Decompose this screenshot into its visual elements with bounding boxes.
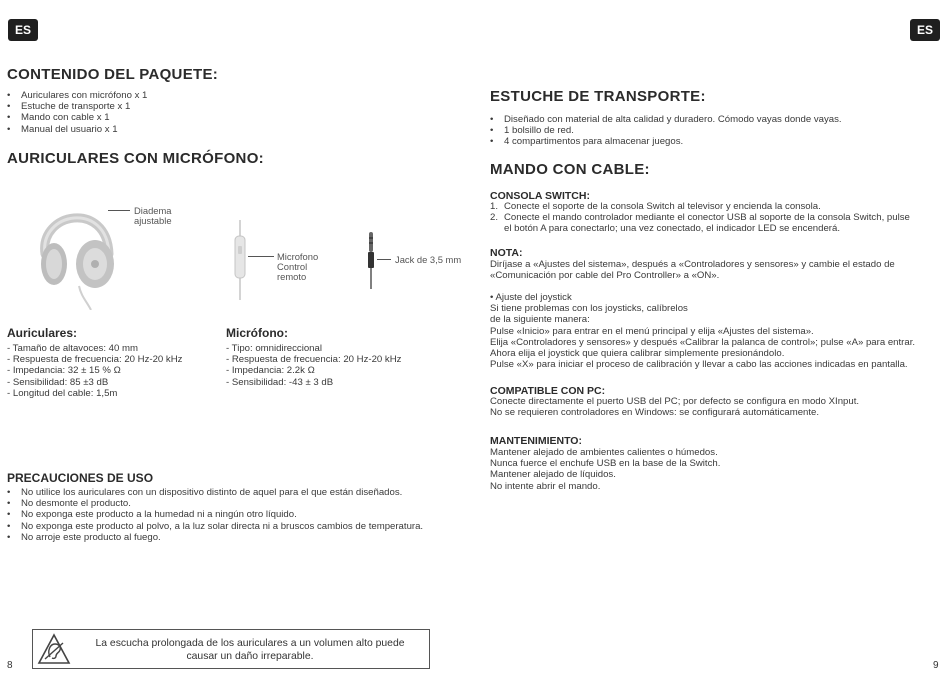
list-item: • Mando con cable x 1 bbox=[7, 112, 147, 123]
headphones-specs-list bbox=[7, 343, 182, 399]
remote-label: Control remoto bbox=[277, 261, 308, 282]
maintenance-text: Mantener alejado de ambientes calientes o húmedos. Nunca fuerce el enchufe USB en la base de la Switch. Mantener alejado de líquidos. No intente abrir el mando. bbox=[490, 447, 721, 492]
note-text: Diríjase a «Ajustes del sistema», después a «Controladores y sensores» y cambie el estado de «Comunicación por cable del Pro Controller» a «ON». bbox=[490, 259, 895, 282]
mic-label: Microfono bbox=[277, 251, 319, 262]
list-item: • No utilice los auriculares con un dispositivo distinto de aquel para el que están diseñados. bbox=[7, 487, 423, 498]
carrying-case-title: ESTUCHE DE TRANSPORTE: bbox=[490, 88, 706, 105]
page-number-right: 9 bbox=[933, 660, 939, 671]
cable-remote-image bbox=[230, 218, 250, 302]
carrying-case-list bbox=[490, 114, 842, 148]
page-number-left: 8 bbox=[7, 660, 13, 671]
list-item: • No exponga este producto al polvo, a la luz solar directa ni a bruscos cambios de temperatura. bbox=[7, 521, 423, 532]
list-item: • Estuche de transporte x 1 bbox=[7, 101, 147, 112]
spec-item: - Impedancia: 2.2k Ω bbox=[226, 365, 315, 377]
maintenance-title: MANTENIMIENTO: bbox=[490, 435, 582, 447]
package-contents-title: CONTENIDO DEL PAQUETE: bbox=[7, 66, 219, 83]
spec-item: - Tamaño de altavoces: 40 mm bbox=[7, 343, 138, 354]
list-item: • 1 bolsillo de red. bbox=[490, 125, 842, 136]
pc-compatible-text: Conecte directamente el puerto USB del PC; por defecto se configura en modo XInput. No se requieren controladores en Windows: se configurará automáticamente. bbox=[490, 396, 860, 419]
mic-specs-list bbox=[226, 343, 401, 388]
spec-item: - Tipo: omnidireccional bbox=[226, 343, 322, 354]
callout-line bbox=[248, 256, 274, 257]
jack-label: Jack de 3,5 mm bbox=[395, 254, 462, 265]
note-title: NOTA: bbox=[490, 247, 523, 259]
list-item: • No arroje este producto al fuego. bbox=[7, 532, 423, 543]
precautions-list bbox=[7, 487, 423, 543]
list-item: • No desmonte el producto. bbox=[7, 498, 423, 509]
list-item: • 4 compartimentos para almacenar juegos. bbox=[490, 136, 842, 147]
spec-item: - Respuesta de frecuencia: 20 Hz-20 kHz bbox=[226, 354, 402, 366]
headphones-specs-title: Auriculares: bbox=[7, 326, 78, 340]
step-item: 2. Conecte el mando controlador mediante el conector USB al soporte de la consola Switch, pulse el botón A para conectarlo; una vez conectado, el indicador LED se encenderá. bbox=[490, 212, 910, 235]
pc-compatible-title: COMPATIBLE CON PC: bbox=[490, 385, 606, 397]
list-item: • Auriculares con micrófono x 1 bbox=[7, 90, 147, 101]
list-item: • Manual del usuario x 1 bbox=[7, 124, 147, 135]
switch-console-title: CONSOLA SWITCH: bbox=[490, 190, 590, 202]
headset-title: AURICULARES CON MICRÓFONO: bbox=[7, 150, 264, 167]
spec-item: - Respuesta de frecuencia: 20 Hz-20 kHz bbox=[7, 354, 183, 366]
spec-item: - Impedancia: 32 ± 15 % Ω bbox=[7, 365, 121, 377]
hearing-warning-text: La escucha prolongada de los auriculares a un volumen alto puede causar un daño irreparable. bbox=[95, 638, 405, 662]
spec-item: - Sensibilidad: -43 ± 3 dB bbox=[226, 376, 334, 388]
switch-steps bbox=[490, 201, 945, 235]
language-badge-right: ES bbox=[910, 19, 940, 41]
callout-line bbox=[108, 210, 130, 211]
list-item: • Diseñado con material de alta calidad y duradero. Cómodo vayas donde vayas. bbox=[490, 114, 842, 125]
audio-jack-image bbox=[364, 232, 378, 290]
headphones-image bbox=[35, 192, 115, 310]
spec-item: - Sensibilidad: 85 ±3 dB bbox=[7, 376, 109, 388]
hearing-warning-box bbox=[32, 629, 430, 669]
mic-specs-title: Micrófono: bbox=[226, 326, 288, 340]
wired-controller-title: MANDO CON CABLE: bbox=[490, 161, 650, 178]
spec-item: - Longitud del cable: 1,5m bbox=[7, 387, 118, 399]
precautions-title: PRECAUCIONES DE USO bbox=[7, 471, 154, 485]
list-item: • No exponga este producto a la humedad ni a ningún otro líquido. bbox=[7, 509, 423, 520]
language-badge-left: ES bbox=[8, 19, 38, 41]
package-contents-list bbox=[7, 90, 147, 135]
joystick-calibration-text: • Ajuste del joystick Si tiene problemas con los joysticks, calíbrelos de la siguiente manera: Pulse «Inicio» para entrar en el menú principal y elija «Ajustes del sistema». Elija «Controladores y sensores» y después «Calibrar la palanca de control»; pulse «A» para entrar. Ahora elija el joystick que quiera calibrar simplemente presionándolo. Pulse «X» para iniciar el proceso de calibración y llevar a cabo las acciones indicadas en pantalla. bbox=[490, 292, 916, 371]
callout-line bbox=[377, 259, 391, 260]
headband-label: Diadema ajustable bbox=[134, 205, 172, 226]
hearing-warning-icon bbox=[37, 633, 71, 665]
step-item: 1. Conecte el soporte de la consola Switch al televisor y encienda la consola. bbox=[490, 201, 821, 212]
